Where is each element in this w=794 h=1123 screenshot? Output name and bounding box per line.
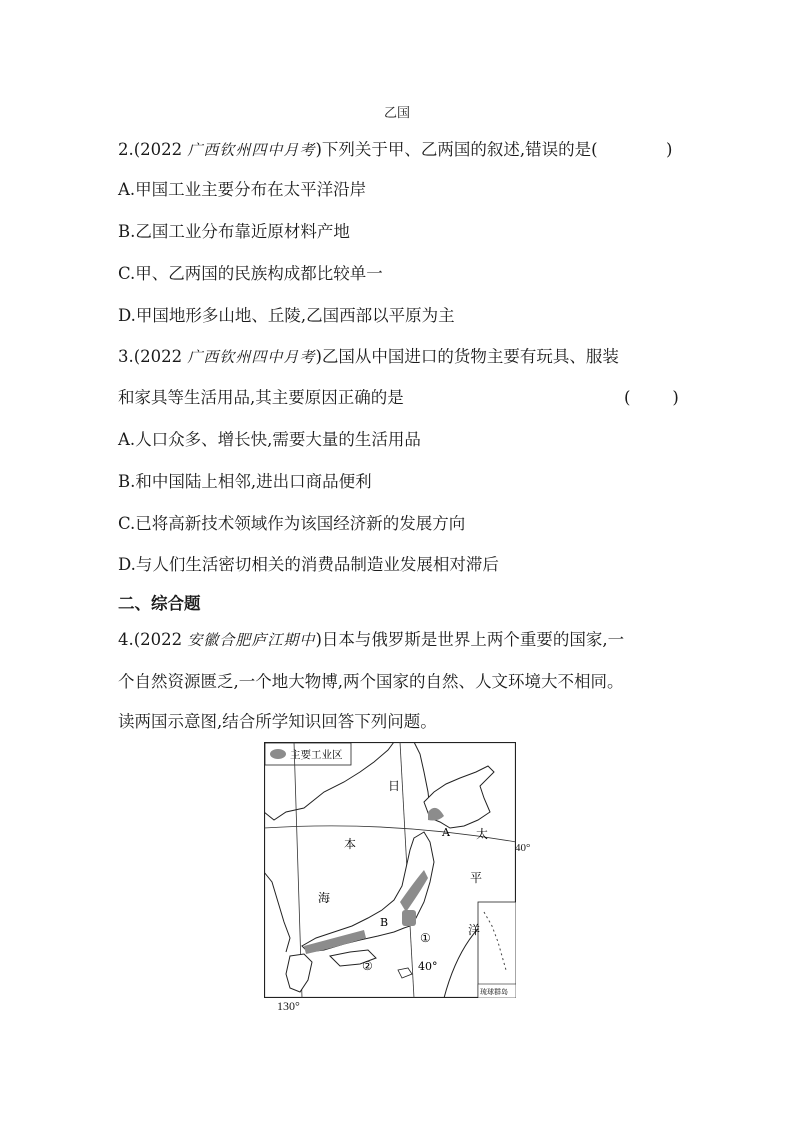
q2-option-a[interactable]: A.甲国工业主要分布在太平洋沿岸 — [118, 180, 367, 199]
label-circle-2: ② — [362, 959, 373, 973]
question-3-stem-line2: 和家具等生活用品,其主要原因正确的是 — [118, 388, 404, 407]
q4-number: 4.(2022 — [118, 630, 188, 649]
q2-text: )下列关于甲、乙两国的叙述,错误的是( — [315, 140, 598, 159]
label-b: B — [380, 916, 389, 929]
label-a: A — [442, 826, 450, 839]
question-4-line2: 个自然资源匮乏,一个地大物博,两个国家的自然、人文环境大不相同。 — [118, 672, 624, 691]
label-ping: 平 — [470, 871, 483, 885]
q2-option-b[interactable]: B.乙国工业分布靠近原材料产地 — [118, 222, 350, 241]
q3-option-a[interactable]: A.人口众多、增长快,需要大量的生活用品 — [118, 430, 421, 449]
q2-source: 广西钦州四中月考 — [187, 141, 316, 159]
figure-caption: 乙国 — [383, 106, 410, 121]
q3-text: )乙国从中国进口的货物主要有玩具、服装 — [315, 347, 619, 366]
map-legend — [265, 743, 351, 765]
q2-answer-paren[interactable]: ) — [666, 140, 673, 159]
q3-option-b[interactable]: B.和中国陆上相邻,进出口商品便利 — [118, 472, 372, 491]
question-4-stem — [118, 628, 624, 652]
label-130: 130° — [277, 999, 300, 1013]
question-3-stem — [118, 345, 619, 369]
question-2-stem — [118, 138, 598, 162]
section-title: 二、综合题 — [118, 594, 201, 613]
q3-option-d[interactable]: D.与人们生活密切相关的消费品制造业发展相对滞后 — [118, 555, 499, 574]
label-40-right: 40° — [515, 842, 531, 854]
label-40-inner: 40° — [418, 960, 438, 973]
q3-source: 广西钦州四中月考 — [187, 348, 316, 366]
label-ben: 本 — [344, 837, 357, 851]
q4-source: 安徽合肥庐江期中 — [187, 631, 316, 649]
industry-area-1 — [402, 910, 416, 926]
label-hai: 海 — [318, 891, 331, 905]
q3-answer-paren[interactable]: ( ) — [624, 388, 679, 407]
label-circle-1: ① — [420, 931, 431, 945]
q3-option-c[interactable]: C.已将高新技术领域作为该国经济新的发展方向 — [118, 514, 466, 533]
q4-text: )日本与俄罗斯是世界上两个重要的国家,一 — [315, 630, 625, 649]
q2-option-c[interactable]: C.甲、乙两国的民族构成都比较单一 — [118, 264, 383, 283]
japan-map — [264, 742, 516, 998]
q3-number: 3.(2022 — [118, 347, 188, 366]
q2-option-d[interactable]: D.甲国地形多山地、丘陵,乙国西部以平原为主 — [118, 306, 455, 325]
label-ri: 日 — [388, 779, 401, 793]
legend-label: 主要工业区 — [290, 749, 343, 761]
label-tai: 太 — [476, 827, 489, 841]
q2-number: 2.(2022 — [118, 140, 188, 159]
label-yang: 洋 — [468, 923, 481, 937]
inset-label: 琉球群岛 — [480, 988, 508, 996]
question-4-line3: 读两国示意图,结合所学知识回答下列问题。 — [118, 712, 437, 731]
